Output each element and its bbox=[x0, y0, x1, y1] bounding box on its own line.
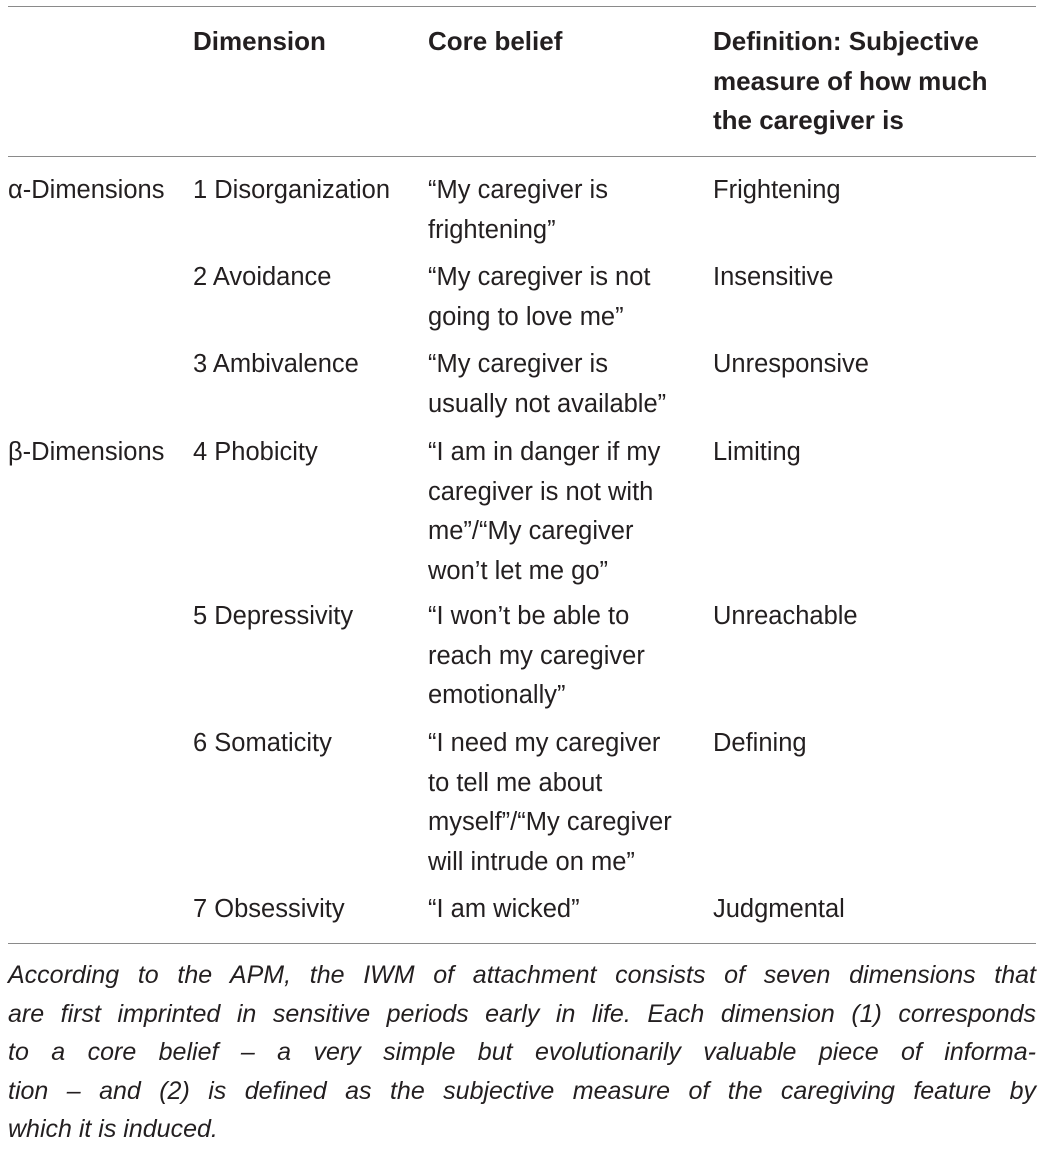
row-core-belief bbox=[428, 597, 645, 716]
row-core-belief bbox=[428, 345, 666, 424]
table-header-rule bbox=[8, 156, 1036, 157]
core-belief-line: myself”/“My caregiver bbox=[428, 808, 672, 836]
row-core-belief bbox=[428, 890, 580, 930]
footnote-line: which it is induced. bbox=[8, 1115, 218, 1143]
table-footnote bbox=[8, 956, 1036, 1149]
core-belief-line: reach my caregiver bbox=[428, 641, 645, 670]
core-belief-line: to tell me about bbox=[428, 768, 603, 797]
header-definition-line: Definition: Subjective bbox=[713, 26, 979, 56]
row-core-belief bbox=[428, 724, 672, 882]
core-belief-line: “I won’t be able to bbox=[428, 602, 630, 630]
footnote-line: tion – and (2) is defined as the subjective measure of the caregiving feature by bbox=[8, 1076, 1036, 1105]
header-definition-line: measure of how much bbox=[713, 65, 988, 96]
row-definition: Limiting bbox=[713, 438, 801, 466]
core-belief-line: won’t let me go” bbox=[428, 556, 608, 585]
group-label-alpha: α-Dimensions bbox=[8, 176, 165, 204]
core-belief-line: will intrude on me” bbox=[428, 847, 635, 876]
core-belief-line: “I need my caregiver bbox=[428, 729, 661, 757]
row-dimension: 7 Obsessivity bbox=[193, 895, 345, 923]
core-belief-line: “I am wicked” bbox=[428, 895, 580, 923]
footnote-line: According to the APM, the IWM of attachment consists of seven dimensions that bbox=[8, 961, 1036, 989]
header-core-belief: Core belief bbox=[428, 26, 563, 56]
core-belief-line: “I am in danger if my bbox=[428, 438, 661, 466]
header-definition-line: the caregiver is bbox=[713, 105, 904, 135]
row-definition: Defining bbox=[713, 729, 807, 757]
row-dimension: 4 Phobicity bbox=[193, 438, 318, 466]
row-core-belief bbox=[428, 258, 650, 337]
row-definition: Unresponsive bbox=[713, 350, 869, 378]
core-belief-line: “My caregiver is bbox=[428, 176, 608, 204]
table-top-rule bbox=[8, 6, 1036, 7]
core-belief-line: emotionally” bbox=[428, 681, 566, 709]
row-definition: Insensitive bbox=[713, 263, 834, 291]
core-belief-line: “My caregiver is not bbox=[428, 263, 651, 291]
core-belief-line: going to love me” bbox=[428, 302, 624, 331]
row-dimension: 2 Avoidance bbox=[193, 263, 332, 291]
core-belief-line: caregiver is not with bbox=[428, 477, 654, 506]
row-definition: Judgmental bbox=[713, 895, 845, 923]
header-definition bbox=[713, 22, 988, 141]
header-dimension: Dimension bbox=[193, 26, 326, 56]
row-core-belief bbox=[428, 171, 608, 250]
row-definition: Frightening bbox=[713, 176, 841, 204]
table-bottom-rule bbox=[8, 943, 1036, 944]
row-core-belief bbox=[428, 433, 660, 591]
footnote-line: are first imprinted in sensitive periods early in life. Each dimension (1) corresponds bbox=[8, 999, 1036, 1028]
core-belief-line: me”/“My caregiver bbox=[428, 517, 634, 545]
row-dimension: 3 Ambivalence bbox=[193, 350, 359, 378]
footnote-line: to a core belief – a very simple but evolutionarily valuable piece of informa- bbox=[8, 1038, 1036, 1066]
row-definition: Unreachable bbox=[713, 602, 858, 630]
core-belief-line: “My caregiver is bbox=[428, 350, 608, 378]
row-dimension: 1 Disorganization bbox=[193, 176, 391, 204]
row-dimension: 5 Depressivity bbox=[193, 602, 354, 630]
group-label-beta: β-Dimensions bbox=[8, 438, 165, 466]
core-belief-line: usually not available” bbox=[428, 389, 667, 418]
core-belief-line: frightening” bbox=[428, 215, 556, 244]
row-dimension: 6 Somaticity bbox=[193, 729, 332, 757]
